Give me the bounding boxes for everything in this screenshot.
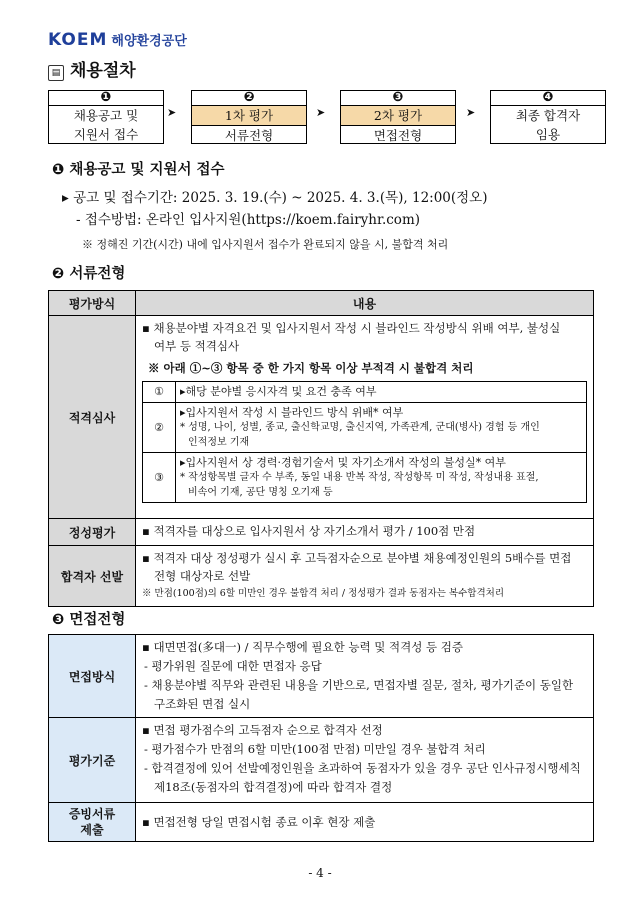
page-number: - 4 -	[308, 866, 332, 880]
row-label-documents	[49, 803, 136, 842]
page-title-text: 채용절차	[70, 61, 136, 81]
step-number: ❹	[542, 90, 554, 105]
step-number: ❸	[392, 90, 404, 105]
criteria-detail: * 작성항목별 글자 수 부족, 동일 내용 반복 작성, 작성항목 미 작성, 작성내용 표절,	[180, 472, 539, 483]
logo-text: KOEM	[48, 30, 108, 50]
page-title	[48, 56, 136, 81]
org-name: 해양환경공단	[111, 34, 187, 49]
org-logo	[48, 30, 187, 50]
row-label-criteria: 평가기준	[49, 718, 136, 803]
eligibility-fail-rule: ※ 아래 ①~③ 항목 중 한 가지 항목 이상 부적격 시 불합격 처리	[148, 361, 474, 375]
step-sublabel: 서류전형	[224, 128, 274, 143]
criteria-line: - 평가점수가 만점의 6할 미만(100점 만점) 미만일 경우 불합격 처리	[144, 742, 486, 756]
row-label-documents-1: 증빙서류	[68, 807, 116, 821]
section-2-heading: ❷ 서류전형	[52, 266, 126, 282]
step-label: 2차 평가	[341, 105, 455, 126]
criteria-detail-cont: 인적정보 기재	[188, 437, 250, 448]
step-sublabel: 면접전형	[373, 128, 423, 143]
criteria-text: ▸입사지원서 작성 시 블라인드 방식 위배* 여부	[180, 406, 404, 419]
criteria-line: 제18조(동점자의 합격결정)에 따라 합격자 결정	[154, 780, 393, 794]
arrow-icon: ➤	[466, 106, 476, 119]
criteria-text: ▸입사지원서 상 경력·경험기술서 및 자기소개서 작성의 불성실* 여부	[180, 456, 506, 469]
criteria-line: ▪ 면접 평가점수의 고득점자 순으로 합격자 선정	[142, 723, 383, 737]
selection-text-cont: 전형 대상자로 선발	[154, 569, 251, 583]
row-label-eligibility: 적격심사	[49, 316, 136, 519]
criteria-text: ▸해당 분야별 응시자격 및 요건 충족 여부	[176, 382, 587, 403]
qualitative-text: ▪ 적격자를 대상으로 입사지원서 상 자기소개서 평가 / 100점 만점	[136, 519, 594, 546]
col-content: 내용	[136, 291, 594, 316]
documents-text: ▪ 면접전형 당일 면접시험 종료 이후 현장 제출	[136, 803, 594, 842]
eligibility-bullet-cont: 여부 등 적격심사	[154, 339, 240, 353]
criteria-no: ③	[143, 453, 176, 503]
criteria-no: ②	[143, 403, 176, 453]
interview-method-line: - 평가위원 질문에 대한 면접자 응답	[144, 659, 322, 673]
arrow-icon: ➤	[167, 106, 177, 119]
interview-table	[48, 634, 594, 842]
eligibility-criteria-table	[142, 381, 587, 503]
row-label-selection: 합격자 선발	[49, 546, 136, 607]
step-3	[340, 90, 456, 144]
row-label-documents-2: 제출	[80, 823, 104, 837]
application-note: ※ 정해진 기간(시간) 내에 입사지원서 접수가 완료되지 않을 시, 불합격 처리	[82, 238, 449, 251]
step-label: 최종 합격자	[491, 105, 605, 125]
step-label: 채용공고 및	[49, 105, 163, 125]
arrow-icon: ➤	[316, 106, 326, 119]
col-method: 평가방식	[49, 291, 136, 316]
interview-method-line: 구조화된 면접 실시	[154, 697, 251, 711]
application-method: - 접수방법: 온라인 입사지원(https://koem.fairyhr.com)	[76, 212, 421, 228]
selection-text: ▪ 적격자 대상 정성평가 실시 후 고득점자순으로 분야별 채용예정인원의 5배수를 면접	[142, 551, 572, 565]
document-icon: ▤	[48, 65, 64, 81]
criteria-detail: * 성명, 나이, 성별, 종교, 출신학교명, 출신지역, 가족관계, 군대(병사) 경험 등 개인	[180, 422, 540, 433]
step-label: 1차 평가	[192, 105, 306, 126]
criteria-detail-cont: 비속어 기재, 공단 명칭 오기재 등	[188, 487, 333, 498]
interview-method-line: - 채용분야별 직무와 관련된 내용을 기반으로, 면접자별 질문, 절차, 평가기준이 동일한	[144, 678, 574, 692]
step-number: ❶	[100, 90, 112, 105]
step-4	[490, 90, 606, 144]
interview-method-line: ▪ 대면면접(多대一) / 직무수행에 필요한 능력 및 적격성 등 검증	[142, 640, 463, 654]
eligibility-bullet: ▪ 채용분야별 자격요건 및 입사지원서 작성 시 블라인드 작성방식 위배 여부, 불성실	[142, 321, 561, 335]
section-1-heading: ❶ 채용공고 및 지원서 접수	[52, 162, 225, 178]
step-number: ❷	[243, 90, 255, 105]
row-label-interview-method: 면접방식	[49, 635, 136, 718]
document-screening-table	[48, 290, 594, 607]
step-2	[191, 90, 307, 144]
application-period: ▸ 공고 및 접수기간: 2025. 3. 19.(수) ~ 2025. 4. 3.(목), 12:00(정오)	[62, 190, 488, 206]
step-sublabel: 지원서 접수	[73, 127, 139, 142]
criteria-no: ①	[143, 382, 176, 403]
section-3-heading: ❸ 면접전형	[52, 612, 126, 628]
selection-note: ※ 만점(100점)의 6할 미만인 경우 불합격 처리 / 정성평가 결과 동점자는 복수합격처리	[142, 588, 504, 599]
row-label-qualitative: 정성평가	[49, 519, 136, 546]
step-sublabel: 임용	[535, 127, 561, 142]
criteria-line: - 합격결정에 있어 선발예정인원을 초과하여 동점자가 있을 경우 공단 인사규정시행세칙	[144, 761, 581, 775]
step-1	[48, 90, 164, 144]
